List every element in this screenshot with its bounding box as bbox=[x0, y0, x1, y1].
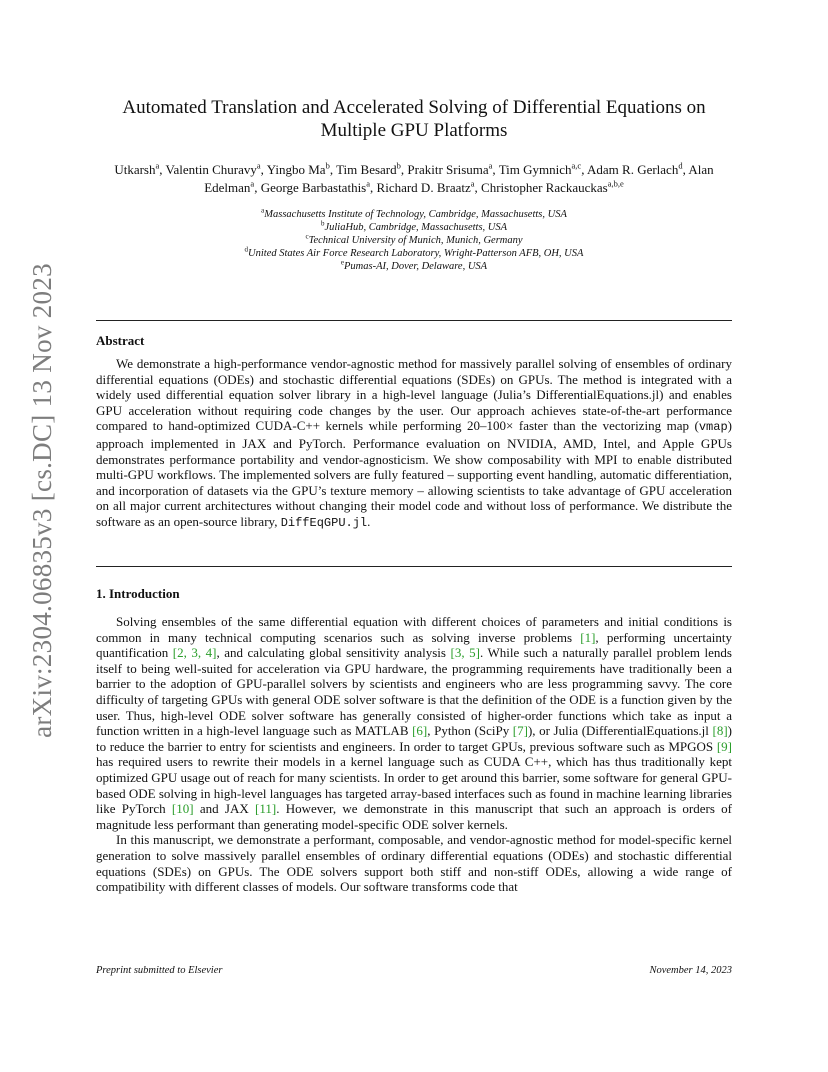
intro-text-run: ) to reduce the barrier to entry for scientists and engineers. In order to target GPUs, previous software such as MPGOS bbox=[96, 723, 733, 754]
affiliation-mark: b bbox=[320, 219, 325, 228]
author-list: Utkarsh$^a$, Valentin Churavy$^a$, Yingbo Ma$^b$, Tim Besard$^b$, Prakitr Srisuma$^a$, Tim Gymnich$^{a,c}$, Adam R. Gerlach$^d$, Alan Edelman$^a$, George Barbastathis$^a$, Richard D. Braatz$^a$, Christopher Rackauckas$^{a,b,e}$ bbox=[114, 160, 714, 195]
citation-link[interactable]: [9] bbox=[716, 738, 732, 754]
abstract-top-rule bbox=[96, 320, 732, 321]
section-heading-introduction: 1. Introduction bbox=[96, 586, 180, 601]
author-name: Prakitr Srisuma bbox=[407, 162, 489, 177]
citation-link[interactable]: [10] bbox=[171, 801, 194, 817]
affiliation-mark: d bbox=[244, 245, 249, 254]
author-name: Tim Besard bbox=[336, 162, 397, 177]
introduction-body bbox=[96, 614, 732, 895]
author-name: Christopher Rackauckas bbox=[481, 180, 608, 195]
affiliation-text: United States Air Force Research Laboratory, Wright-Patterson AFB, OH, USA bbox=[248, 248, 584, 259]
author-affiliation-mark: a bbox=[250, 178, 255, 189]
affiliation-text: Massachusetts Institute of Technology, Cambridge, Massachusetts, USA bbox=[264, 209, 567, 220]
intro-text-run: ), or Julia (DifferentialEquations.jl bbox=[527, 723, 713, 739]
abstract-code-library: DiffEqGPU.jl bbox=[280, 515, 368, 530]
intro-text-run: has required users to rewrite their models in a kernel language such as CUDA C++, which has thus traditionally kept optimized GPU usage out of reach for many scientists. In order to get around this barrier, some software for general GPU-based ODE solving in high-level languages has targeted array-based interfaces such as found in machine learning libraries like PyTorch bbox=[96, 754, 732, 817]
citation-link[interactable]: [3, 5] bbox=[450, 645, 480, 661]
intro-text-run: . However, we demonstrate in this manuscript that such an approach is orders of magnitude less performant than generating model-specific ODE solver kernels. bbox=[96, 801, 733, 832]
author-name: Alan Edelman bbox=[204, 162, 714, 195]
author-name: Richard D. Braatz bbox=[376, 180, 471, 195]
abstract-text-end: . bbox=[367, 513, 371, 529]
author-affiliation-mark: a bbox=[488, 160, 493, 171]
intro-text-run: Solving ensembles of the same differential equation with different choices of parameters and initial conditions is common in many technical computing scenarios such as solving inverse problems bbox=[96, 614, 732, 645]
intro-paragraph-2: In this manuscript, we demonstrate a performant, composable, and vendor-agnostic method for model-specific kernel generation to solve massively parallel ensembles of ordinary differential equations (ODEs) and stochastic differential equations (SDEs) on GPUs. The ODE solvers support both stiff and non-stiff ODEs, allowing a wide range of compatibility with different classes of models. Our software transforms code that bbox=[96, 832, 732, 895]
author-affiliation-mark: d bbox=[678, 160, 683, 171]
author-affiliation-mark: a bbox=[366, 178, 371, 189]
intro-text-run: and JAX bbox=[193, 801, 256, 817]
author-affiliation-mark: b bbox=[325, 160, 330, 171]
intro-text-run: . While such a naturally parallel problem lends itself to being well-suited for acceleration via GPU hardware, the programming requirements have traditionally been a barrier to the adoption of GPU-parallel solvers by scientists and engineers who are less programming savvy. The core difficulty of targeting GPUs with general ODE solver software is that the definition of the ODE is a function given by the user. Thus, high-level ODE solver software has generally consisted of higher-order functions which take as input a function written in a high-level language such as MATLAB bbox=[96, 645, 732, 739]
affiliation-mark: a bbox=[261, 206, 265, 215]
author-name: Yingbo Ma bbox=[266, 162, 326, 177]
title-line-2: Multiple GPU Platforms bbox=[320, 120, 508, 141]
footer-preprint-note: Preprint submitted to Elsevier bbox=[96, 965, 223, 976]
affiliation-line bbox=[96, 221, 732, 234]
author-affiliation-mark: a bbox=[470, 178, 475, 189]
author-affiliation-mark: a bbox=[256, 160, 261, 171]
author-affiliation-mark: b bbox=[396, 160, 401, 171]
affiliation-text: JuliaHub, Cambridge, Massachusetts, USA bbox=[324, 222, 508, 233]
intro-text-run: , performing uncertainty quantification bbox=[96, 629, 732, 661]
intro-paragraph-1 bbox=[96, 614, 732, 832]
abstract-text-mid: ) approach implemented in JAX and PyTorch. Performance evaluation on NVIDIA, AMD, Intel, and Apple GPUs demonstrates performance portability and vendor-agnosticism. We show composability with MPI to enable distributed multi-GPU workflows. The implemented solvers are fully featured – supporting event handling, automatic differentiation, and incorporation of datasets via the GPU’s texture memory – allowing scientists to take advantage of GPU acceleration on all major current architectures without changing their model code and without loss of performance. We distribute the software as an open-source library, bbox=[96, 418, 732, 529]
affiliation-line bbox=[96, 208, 732, 221]
footer-date: November 14, 2023 bbox=[649, 965, 732, 976]
author-affiliation-mark: a,c bbox=[571, 160, 582, 171]
paper-title bbox=[96, 96, 732, 142]
affiliation-text: Pumas-AI, Dover, Delaware, USA bbox=[344, 261, 488, 272]
affiliation-mark: e bbox=[340, 258, 344, 267]
intro-text-run: , Python (SciPy bbox=[427, 723, 513, 739]
author-name: Adam R. Gerlach bbox=[587, 162, 679, 177]
abstract-text-main: We demonstrate a high-performance vendor-agnostic method for massively parallel solving of ensembles of ordinary differential equations (ODEs) and stochastic differential equations (SDEs) on GPUs. The method is integrated with a widely used differential equation solver library in a high-level language (Julia’s DifferentialEquations.jl) and enables GPU acceleration without requiring code changes by the user. Our approach achieves state-of-the-art performance compared to hand-optimized CUDA-C++ kernels while performing 20–100× faster than the vectorizing map ( bbox=[96, 356, 732, 434]
title-line-1: Automated Translation and Accelerated Solving of Differential Equations on bbox=[122, 97, 706, 118]
arxiv-stamp-text: arXiv:2304.06835v3 [cs.DC] 13 Nov 2023 bbox=[26, 262, 57, 738]
citation-link[interactable]: [1] bbox=[580, 629, 596, 645]
affiliation-list bbox=[96, 208, 732, 273]
affiliation-line bbox=[96, 247, 732, 260]
author-name: Tim Gymnich bbox=[498, 162, 572, 177]
affiliation-line bbox=[96, 260, 732, 273]
author-name: George Barbastathis bbox=[260, 180, 367, 195]
affiliation-mark: c bbox=[305, 232, 309, 241]
author-affiliation-mark: a bbox=[155, 160, 160, 171]
abstract-code-vmap: vmap bbox=[698, 420, 728, 435]
citation-link[interactable]: [6] bbox=[412, 723, 428, 739]
citation-link[interactable]: [2, 3, 4] bbox=[172, 645, 217, 661]
author-name: Utkarsh bbox=[114, 162, 156, 177]
abstract-bottom-rule bbox=[96, 566, 732, 567]
affiliation-text: Technical University of Munich, Munich, Germany bbox=[308, 235, 523, 246]
citation-link[interactable]: [7] bbox=[512, 723, 528, 739]
abstract-body bbox=[96, 356, 732, 532]
citation-link[interactable]: [8] bbox=[712, 723, 728, 739]
abstract-heading: Abstract bbox=[96, 333, 145, 348]
arxiv-stamp bbox=[22, 262, 62, 738]
author-name: Valentin Churavy bbox=[165, 162, 257, 177]
affiliation-line bbox=[96, 234, 732, 247]
author-affiliation-mark: a,b,e bbox=[607, 178, 624, 189]
intro-text-run: , and calculating global sensitivity analysis bbox=[216, 645, 451, 661]
citation-link[interactable]: [11] bbox=[255, 801, 277, 817]
